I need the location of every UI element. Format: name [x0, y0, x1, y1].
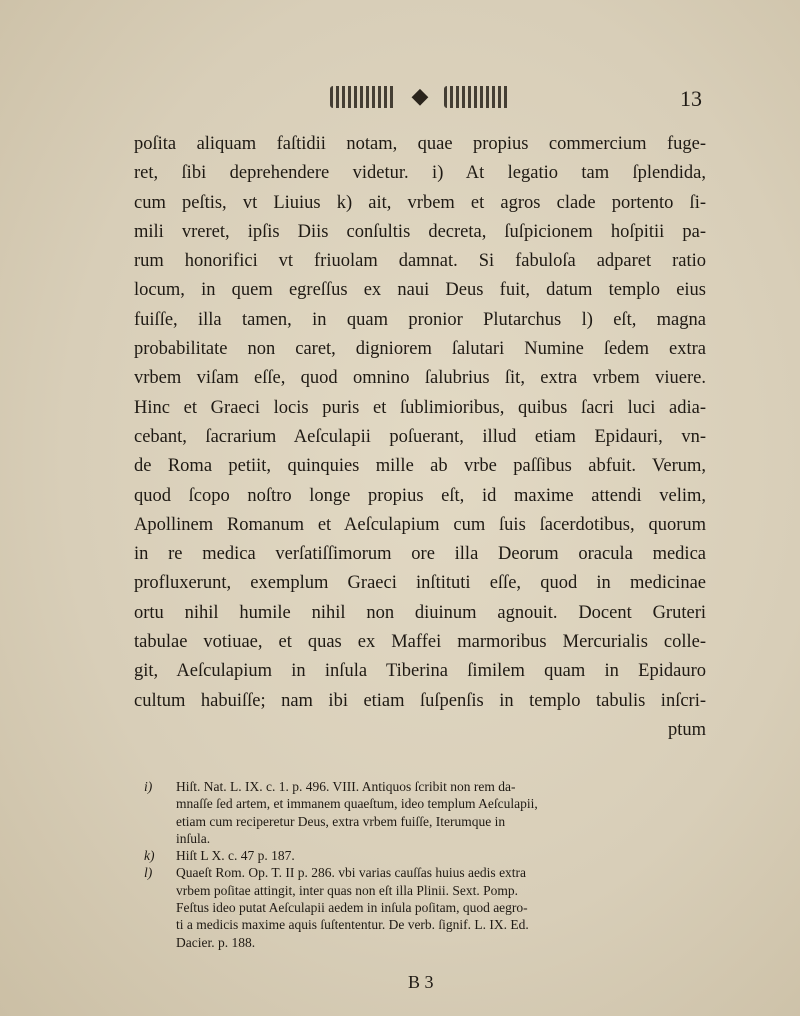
signature-mark: B 3 [408, 972, 434, 992]
ornament-left-icon [330, 86, 396, 108]
ornament-diamond-icon: ◆ [411, 84, 429, 109]
footnote-line: Feſtus ideo putat Aeſculapii aedem in inſula poſitam, quod aegro- [176, 900, 528, 916]
text-line: ret, ſibi deprehendere videtur. i) At legatio tam ſplendida, [134, 163, 706, 184]
footnote-line: Quaeſt Rom. Op. T. II p. 286. vbi varias cauſſas huius aedis extra [176, 865, 527, 881]
text-line: git, Aeſculapium in inſula Tiberina ſimilem quam in Epidauro [134, 661, 706, 682]
text-line: cebant, ſacrarium Aeſculapii poſuerant, illud etiam Epidauri, vn- [134, 426, 706, 447]
footnote-line: vrbem poſitae attingit, inter quas non eſt illa Plinii. Sext. Pomp. [176, 882, 518, 898]
text-line: rum honorifici vt friuolam damnat. Si fabuloſa adparet ratio [134, 251, 706, 272]
ornament-right-icon [444, 86, 510, 108]
text-line: ptum [667, 719, 706, 740]
text-line: poſita aliquam faſtidii notam, quae propius commercium fuge- [134, 134, 706, 154]
footnote [132, 847, 708, 864]
text-line: profluxerunt, exemplum Graeci inſtituti eſſe, quod in medicinae [134, 573, 706, 594]
text-line: in re medica verſatiſſimorum ore illa Deorum oracula medica [134, 544, 706, 565]
text-line: Hinc et Graeci locis puris et ſublimioribus, quibus ſacri luci adia- [134, 397, 706, 418]
text-line: probabilitate non caret, digniorem ſalutari Numine ſedem extra [134, 339, 706, 360]
text-line: mili vreret, ipſis Diis conſultis decreta, ſuſpicionem hoſpitii pa- [134, 221, 706, 242]
text-line: ortu nihil humile nihil non diuinum agnouit. Docent Gruteri [134, 602, 706, 623]
footnote [132, 864, 708, 950]
footnote-line: mnaſſe ſed artem, et immanem quaeſtum, ideo templum Aeſculapii, [176, 796, 538, 812]
footnote-line: inſula. [176, 830, 211, 846]
text-line: Apollinem Romanum et Aeſculapium cum ſuis ſacerdotibus, quorum [134, 514, 706, 535]
text-line: quod ſcopo noſtro longe propius eſt, id maxime attendi velim, [134, 485, 706, 506]
main-text [134, 130, 706, 745]
text-line: locum, in quem egreſſus ex naui Deus fuit, datum templo eius [134, 280, 706, 301]
footnote-marker: i) [144, 779, 153, 794]
footnote-marker: l) [144, 865, 153, 881]
footnote [132, 778, 708, 847]
text-line: de Roma petiit, quinquies mille ab vrbe paſſibus abfuit. Verum, [134, 456, 706, 477]
text-line: vrbem viſam eſſe, quod omnino ſalubrius ſit, extra vrbem viuere. [134, 368, 706, 389]
footnotes [132, 778, 708, 951]
text-line: cum peſtis, vt Liuius k) ait, vrbem et agros clade portento ſi- [134, 192, 706, 213]
header-ornament [330, 82, 510, 112]
footnote-marker: k) [144, 848, 155, 864]
footnote-line: ti a medicis maxime aquis ſuſtententur. De verb. ſignif. L. IX. Ed. [176, 917, 529, 933]
text-line: cultum habuiſſe; nam ibi etiam ſuſpenſis in templo tabulis inſcri- [134, 690, 706, 711]
text-line: fuiſſe, illa tamen, in quam pronior Plutarchus l) eſt, magna [134, 309, 706, 330]
text-line: tabulae votiuae, et quas ex Maffei marmoribus Mercurialis colle- [134, 632, 706, 653]
footnote-line: Dacier. p. 188. [176, 934, 256, 950]
footnote-line: Hiſt. Nat. L. IX. c. 1. p. 496. VIII. Antiquos ſcribit non rem da- [176, 779, 516, 794]
footnote-line: Hiſt L X. c. 47 p. 187. [176, 848, 295, 864]
footnote-line: etiam cum reciperetur Deus, extra vrbem fuiſſe, Iterumque in [176, 813, 506, 829]
page-number: 13 [680, 86, 702, 111]
